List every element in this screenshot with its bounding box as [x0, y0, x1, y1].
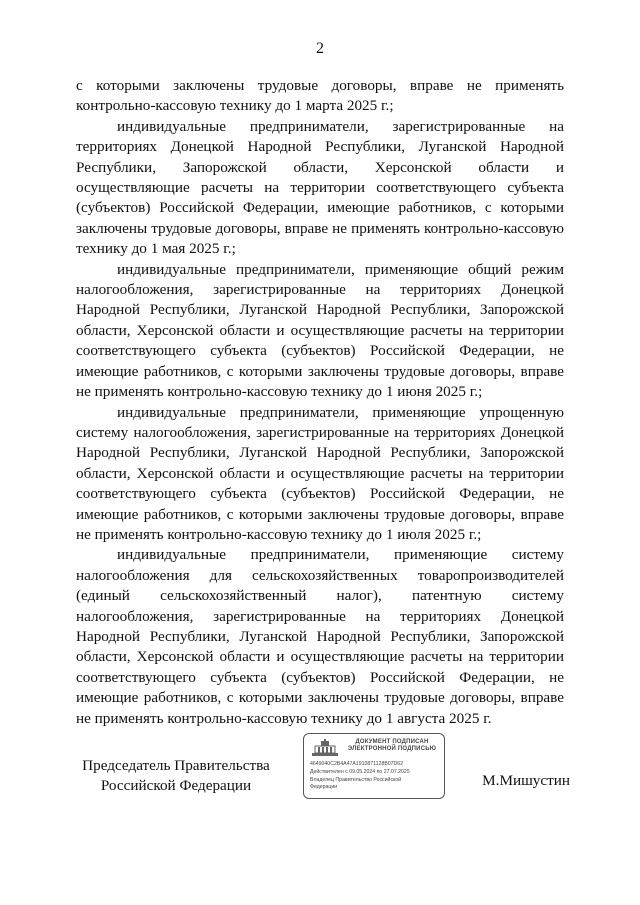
stamp-owner-line1: Владелец Правительство Российской: [310, 777, 402, 783]
stamp-certificate: 4649040C2B4A47A1910871128B07D62: [310, 761, 404, 767]
paragraph-4: индивидуальные предприниматели, применяющие упрощенную систему налогообложения, зарегистрированные на территориях Донецкой Народной Республики, Луганской Народной Республики, Запорожской области, Херсонской области и осуществляющие расчеты на территории соответствующего субъекта (субъектов) Российской Федерации, не имеющие работников, с которыми заключены трудовые договоры, вправе не применять контрольно-кассовую технику до 1 июля 2025 г.;: [76, 403, 564, 543]
paragraph-5: индивидуальные предприниматели, применяющие систему налогообложения для сельскохозяйственных товаропроизводителей (единый сельскохозяйственный налог), патентную систему налогообложения, зарегистрированные на территориях Донецкой Народной Республики, Луганской Народной Республики, Запорожской области, Херсонской области и осуществляющие расчеты на территории соответствующего субъекта (субъектов) Российской Федерации, не имеющие работников, с которыми заключены трудовые договоры, вправе не применять контрольно-кассовую технику до 1 августа 2025 г.: [76, 546, 564, 727]
signatory-position: [76, 756, 276, 796]
signatory-position-line2: Российской Федерации: [100, 777, 252, 794]
stamp-title-line1: ДОКУМЕНТ ПОДПИСАН: [355, 739, 429, 745]
signatory-name: М.Мишустин: [482, 772, 570, 789]
stamp-title: [344, 739, 440, 753]
signatory-position-line1: Председатель Правительства: [82, 757, 270, 774]
paragraph-3: индивидуальные предприниматели, применяющие общий режим налогообложения, зарегистрированные на территориях Донецкой Народной Республики, Луганской Народной Республики, Запорожской области, Херсонской области и осуществляющие расчеты на территории соответствующего субъекта (субъектов) Российской Федерации, не имеющие работников, с которыми заключены трудовые договоры, вправе не применять контрольно-кассовую технику до 1 июня 2025 г.;: [76, 260, 564, 401]
electronic-signature-stamp: [303, 733, 445, 799]
page-number: 2: [316, 40, 324, 57]
paragraph-2: индивидуальные предприниматели, зарегистрированные на территориях Донецкой Народной Республики, Луганской Народной Республики, Запорожской области, Херсонской области и осуществляющие расчеты на территории соответствующего субъекта (субъектов) Российской Федерации, имеющие работников, с которыми заключены трудовые договоры, вправе не применять контрольно-кассовую технику до 1 мая 2025 г.;: [76, 117, 564, 258]
government-building-icon: [310, 739, 340, 757]
paragraph-1: с которыми заключены трудовые договоры, вправе не применять контрольно-кассовую технику до 1 марта 2025 г.;: [76, 77, 564, 115]
stamp-owner-line2: Федерации: [310, 784, 338, 790]
stamp-validity: Действителен с 09.05.2024 по 27.07.2025: [310, 769, 410, 775]
stamp-title-line2: ЭЛЕКТРОННОЙ ПОДПИСЬЮ: [347, 746, 437, 752]
document-body: [76, 76, 564, 729]
